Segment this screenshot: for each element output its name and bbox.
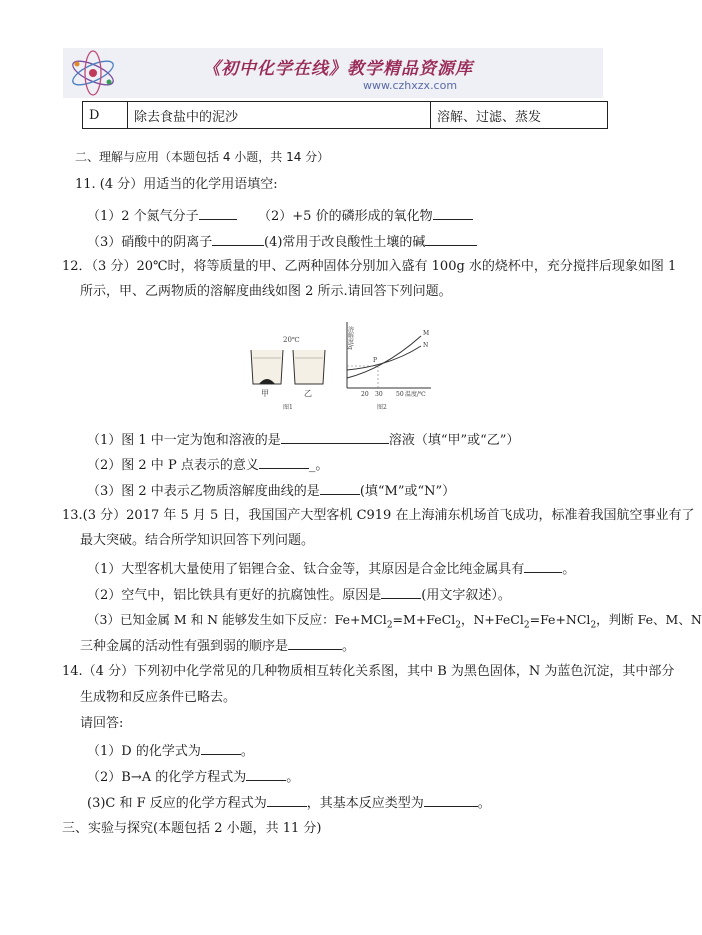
q11-part1 bbox=[87, 206, 237, 226]
option-letter: D bbox=[83, 102, 128, 129]
q11-stem: 11. (4 分）用适当的化学用语填空: bbox=[75, 177, 278, 192]
q13-part1-tail: 。 bbox=[562, 562, 576, 577]
q13-part1 bbox=[87, 559, 575, 579]
curve-m-label: M bbox=[423, 330, 430, 337]
q13-part3-pre: （3）已知金属 M 和 N 能够发生如下反应：Fe+MCl bbox=[87, 612, 387, 627]
tick-label: 20 bbox=[361, 391, 369, 398]
option-table bbox=[82, 101, 608, 129]
curve-n-label: N bbox=[423, 342, 429, 349]
subscript: 2 bbox=[590, 620, 597, 631]
q13-part3-line2 bbox=[80, 636, 355, 656]
point-p-label: P bbox=[373, 357, 378, 364]
q14-part1 bbox=[87, 741, 254, 761]
answer-blank[interactable] bbox=[267, 793, 307, 807]
q13-part3-line2-tail: 。 bbox=[342, 639, 356, 654]
fig2-label: 图2 bbox=[377, 404, 387, 411]
q14-part3-tail: 。 bbox=[477, 796, 491, 811]
q13-part3-post: ，判断 Fe、M、N bbox=[596, 612, 702, 627]
q12-stem-a: 12．（3 分）20℃时，将等质量的甲、乙两种固体分别加入盛有 100g 水的烧杯中，充分搅拌后现象如图 1 bbox=[62, 259, 677, 274]
curve-n bbox=[347, 346, 421, 370]
table-row bbox=[83, 102, 608, 129]
q12-part3 bbox=[87, 481, 455, 501]
q11-part3 bbox=[87, 232, 264, 252]
answer-blank[interactable] bbox=[212, 232, 264, 246]
answer-blank[interactable] bbox=[201, 741, 241, 755]
q11-part3-text: （3）硝酸中的阴离子 bbox=[87, 235, 213, 250]
section3-title: 三、实验与探究(本题包括 2 小题，共 11 分) bbox=[62, 821, 322, 836]
beaker-yi bbox=[293, 350, 325, 384]
x-axis-label: 温度/℃ bbox=[405, 391, 426, 398]
y-axis-label: 溶解度/g bbox=[346, 326, 354, 350]
q13-part1-text: （1）大型客机大量使用了铝锂合金、钛合金等，其原因是合金比纯金属具有 bbox=[87, 562, 525, 577]
beaker-yi-label: 乙 bbox=[304, 389, 312, 398]
tick-label: 50 bbox=[396, 391, 404, 398]
beaker-jia bbox=[251, 350, 283, 384]
section2-title: 二、理解与应用（本题包括 4 小题，共 14 分） bbox=[75, 150, 330, 164]
q12-part2 bbox=[87, 455, 328, 475]
q12-part1 bbox=[87, 430, 519, 450]
answer-blank[interactable] bbox=[425, 232, 477, 246]
q13-stem-a: 13.(3 分）2017 年 5 月 5 日，我国国产大型客机 C919 在上海浦东机场首飞成功，标准着我国航空事业有了 bbox=[62, 508, 695, 523]
q14-part3 bbox=[87, 793, 491, 813]
beaker-jia-label: 甲 bbox=[261, 389, 269, 398]
q11-part2 bbox=[258, 206, 473, 226]
q13-part2-text: （2）空气中，铝比铁具有更好的抗腐蚀性。原因是 bbox=[87, 588, 382, 603]
answer-blank[interactable] bbox=[433, 206, 473, 220]
answer-blank[interactable] bbox=[424, 793, 478, 807]
q14-part1-text: （1）D 的化学式为 bbox=[87, 744, 201, 759]
q13-part2-tail: (用文字叙述）。 bbox=[421, 588, 511, 603]
curve-m bbox=[347, 336, 421, 378]
q13-part3-mid2: ，N+FeCl bbox=[460, 612, 524, 627]
answer-blank[interactable] bbox=[288, 636, 342, 650]
q14-part2-text: （2）B→A 的化学方程式为 bbox=[87, 770, 247, 785]
q13-part3-mid3: =Fe+NCl bbox=[529, 612, 591, 627]
banner-title: 《初中化学在线》教学精品资源库 bbox=[203, 59, 473, 79]
q14-part2 bbox=[87, 767, 299, 787]
answer-blank[interactable] bbox=[381, 585, 421, 599]
subscript: 2 bbox=[523, 620, 530, 631]
answer-blank[interactable] bbox=[199, 206, 237, 220]
q11-part2-text: （2）+5 价的磷形成的氧化物 bbox=[258, 209, 433, 224]
q13-stem-b: 最大突破。结合所学知识回答下列问题。 bbox=[80, 533, 315, 548]
atom-logo-icon bbox=[67, 50, 119, 96]
option-method: 溶解、过滤、蒸发 bbox=[431, 102, 608, 129]
answer-blank[interactable] bbox=[246, 767, 286, 781]
q14-part3-text: (3)C 和 F 反应的化学方程式为 bbox=[87, 796, 267, 811]
option-task: 除去食盐中的泥沙 bbox=[128, 102, 431, 129]
q13-part3-mid1: =M+FeCl bbox=[392, 612, 456, 627]
answer-blank[interactable] bbox=[281, 430, 389, 444]
fig-temp-label: 20℃ bbox=[283, 336, 300, 344]
header-banner bbox=[63, 48, 603, 98]
solubility-figure bbox=[245, 318, 435, 413]
q12-part2-tail: _。 bbox=[308, 458, 329, 473]
q13-part3 bbox=[87, 611, 702, 635]
q14-stem-a: 14.（4 分）下列初中化学常见的几种物质相互转化关系图，其中 B 为黑色固体，N 为蓝色沉淀，其中部分 bbox=[62, 664, 675, 679]
q12-part1-text: （1）图 1 中一定为饱和溶液的是 bbox=[87, 433, 281, 448]
tick-label: 30 bbox=[375, 391, 383, 398]
subscript: 2 bbox=[455, 620, 461, 631]
q14-part2-tail: 。 bbox=[286, 770, 300, 785]
q13-part2 bbox=[87, 585, 511, 605]
q12-part3-text: （3）图 2 中表示乙物质溶解度曲线的是 bbox=[87, 484, 320, 499]
banner-url: www.czhxzx.com bbox=[363, 79, 458, 92]
q12-part2-text: （2）图 2 中 P 点表示的意义 bbox=[87, 458, 259, 473]
q12-part1-tail: 溶液（填“甲”或“乙”） bbox=[388, 433, 520, 448]
q13-part3-line2-text: 三种金属的活动性有强到弱的顺序是 bbox=[80, 639, 289, 654]
fig1-label: 图1 bbox=[283, 404, 293, 411]
q11-part1-text: （1）2 个氮气分子 bbox=[87, 209, 199, 224]
q14-part3-mid: ，其基本反应类型为 bbox=[306, 796, 424, 811]
answer-blank[interactable] bbox=[259, 455, 309, 469]
answer-blank[interactable] bbox=[320, 481, 360, 495]
q14-ask: 请回答: bbox=[80, 716, 124, 731]
q12-stem-b: 所示，甲、乙两物质的溶解度曲线如图 2 所示.请回答下列问题。 bbox=[80, 284, 452, 299]
q12-part3-tail: (填“M”或“N”） bbox=[359, 484, 456, 499]
answer-blank[interactable] bbox=[524, 559, 562, 573]
q11-part4 bbox=[264, 232, 477, 252]
q11-part4-text: (4)常用于改良酸性土壤的碱 bbox=[264, 235, 426, 250]
q14-stem-b: 生成物和反应条件已略去。 bbox=[80, 690, 237, 705]
subscript: 2 bbox=[386, 620, 393, 631]
q14-part1-tail: 。 bbox=[240, 744, 254, 759]
